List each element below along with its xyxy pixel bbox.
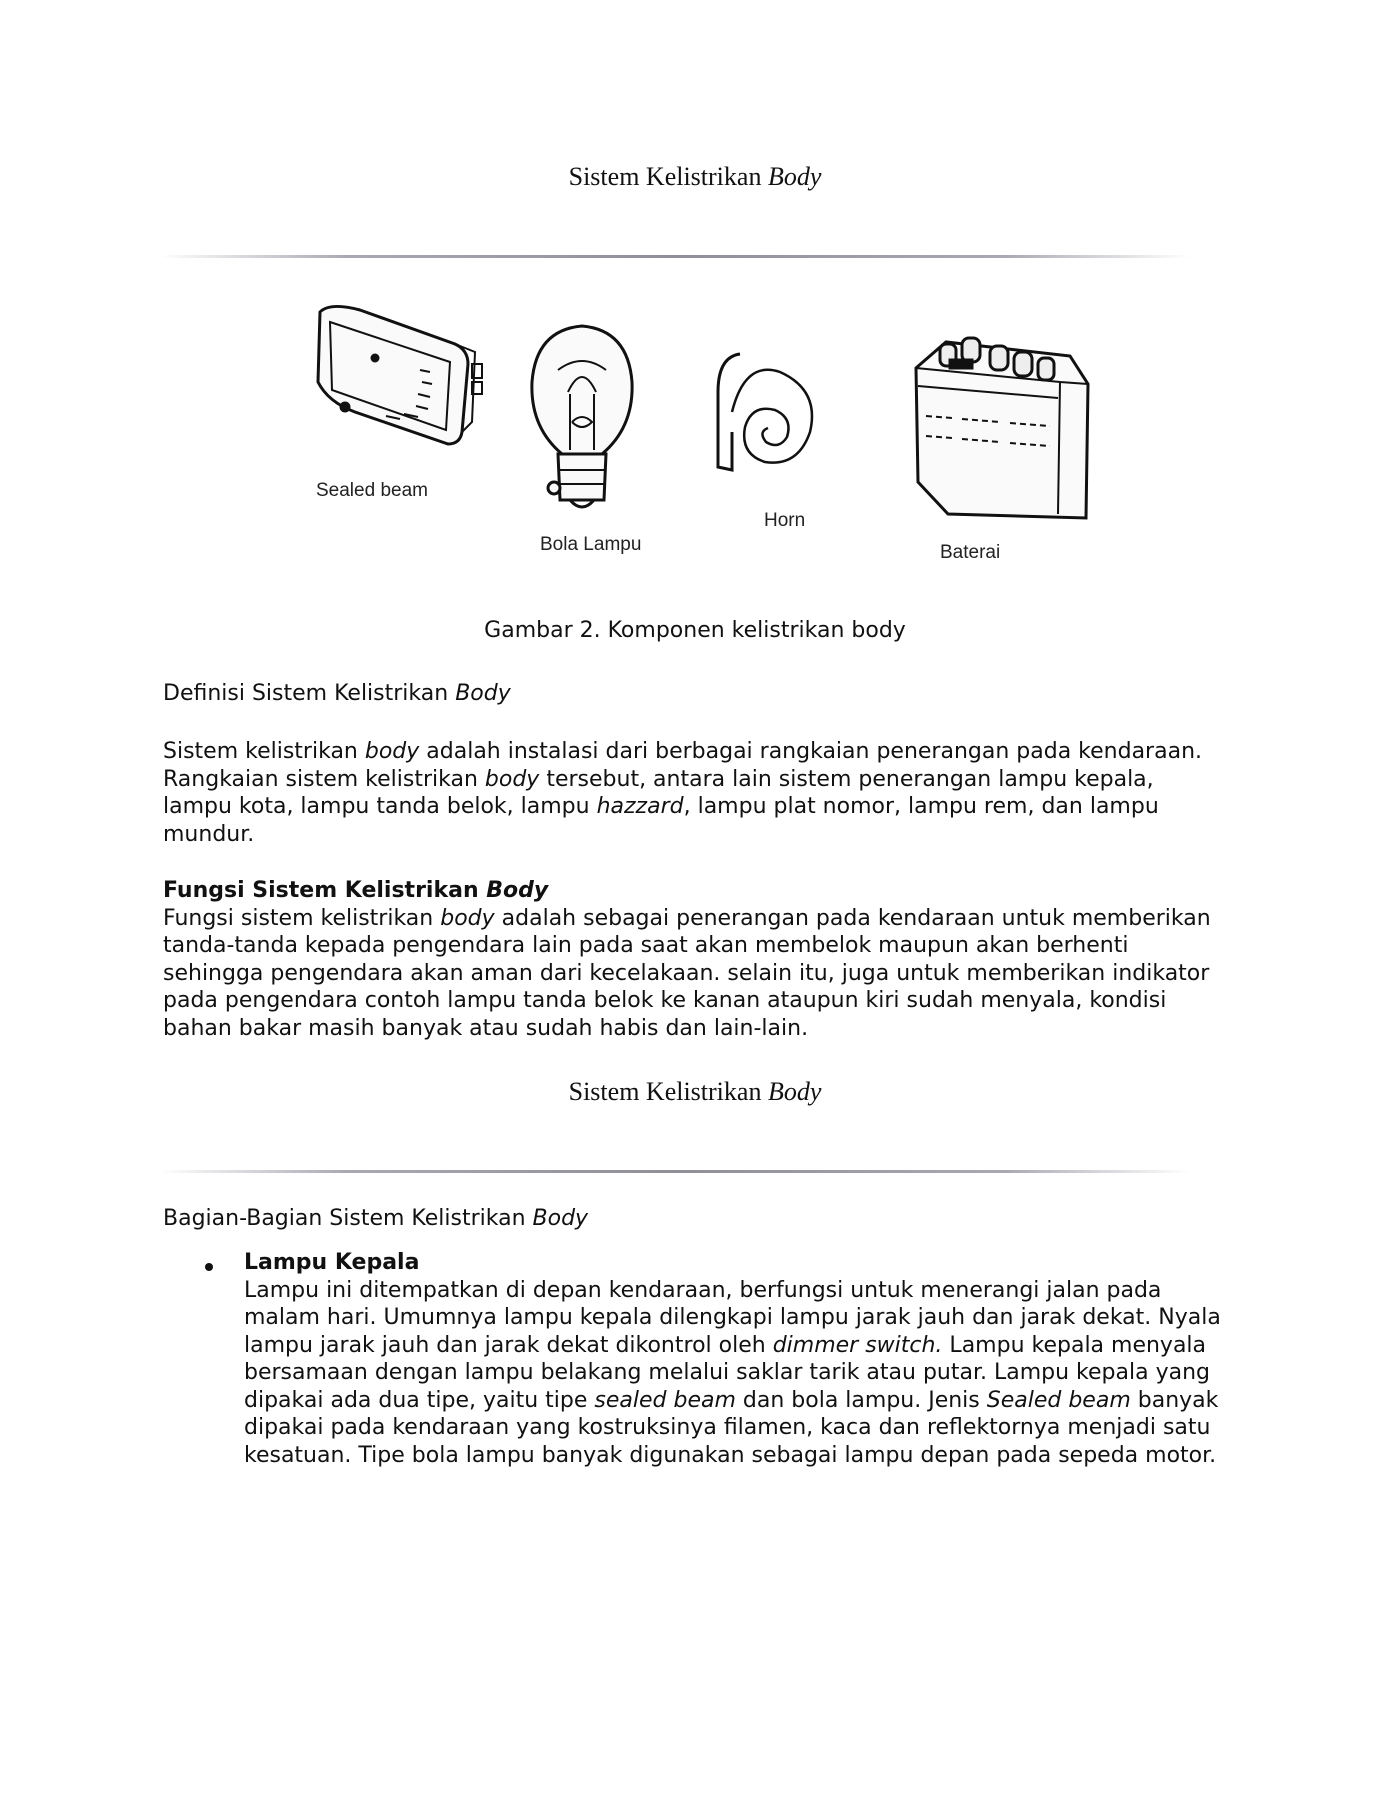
definisi-heading-plain: Definisi Sistem Kelistrikan [163,681,456,706]
horn-label: Horn [764,510,806,531]
lampu-kepala-text: dan bola lampu. Jenis [735,1387,987,1413]
lampu-kepala-text: Lampu kepala menyala bersamaan dengan lampu belakang melalui saklar tarik atau putar. Lampu kepala yang dipakai ada dua tipe, yaitu tipe [244,1332,1210,1413]
fungsi-text: adalah sebagai penerangan pada kendaraan untuk memberikan tanda-tanda kepada pengendara lain pada saat akan membelok maupun akan berhenti sehingga pengendara akan aman dari kecelakaan. selain itu, juga untuk memberikan indikator pada pengendara contoh lampu tanda belok ke kanan ataupun kiri sudah menyala, kondisi bahan bakar masih banyak atau sudah habis dan lain-lain. [163,905,1211,1041]
definisi-term: body [484,766,540,792]
fungsi-heading-italic: Body [486,878,549,903]
lampu-kepala-term: sealed beam [594,1387,736,1413]
definisi-paragraph [163,738,1223,848]
lampu-kepala-text: Lampu ini ditempatkan di depan kendaraan, berfungsi untuk menerangi jalan pada malam hari. Umumnya lampu kepala dilengkapi lampu jarak jauh dan jarak dekat. Nyala lampu jarak jauh dan jarak dekat dikontrol oleh [244,1277,1221,1358]
fungsi-heading [163,877,1223,905]
fungsi-term: body [440,905,495,931]
battery-image [916,338,1088,518]
bullet-icon [205,1263,213,1271]
bulb-image [532,326,632,507]
sealed-beam-image [318,306,482,444]
fungsi-paragraph [163,905,1223,1043]
lampu-kepala-text: banyak dipakai pada kendaraan yang kostruksinya filamen, kaca dan reflektornya menjadi satu kesatuan. Tipe bola lampu banyak digunakan sebagai lampu depan pada sepeda motor. [244,1387,1219,1468]
bagian-heading-plain: Bagian-Bagian Sistem Kelistrikan [163,1206,533,1231]
lampu-kepala-term: dimmer switch. [772,1332,943,1358]
definisi-text: Sistem kelistrikan [163,739,365,764]
definisi-heading [163,680,1223,708]
components-illustration [300,282,1100,572]
sealed-beam-label: Sealed beam [316,480,428,501]
bulb-label: Bola Lampu [540,534,642,555]
fungsi-heading-plain: Fungsi Sistem Kelistrikan [163,878,487,903]
definisi-heading-italic: Body [455,681,511,706]
header2-title-plain: Sistem Kelistrikan [568,1077,768,1106]
definisi-text: adalah instalasi dari berbagai rangkaian penerangan pada kendaraan. Rangkaian sistem kelistrikan [163,739,1202,792]
battery-label: Baterai [940,542,1001,563]
bagian-heading [163,1205,1223,1233]
header-title-italic: Body [767,162,822,191]
definisi-text: , lampu plat nomor, lampu rem, dan lampu mundur. [163,794,1159,847]
components-figure [300,282,1100,572]
definisi-term: body [364,739,420,764]
header-divider-2 [160,1170,1190,1173]
lampu-kepala-paragraph [244,1277,1244,1470]
header-divider [160,255,1190,258]
header2-title-italic: Body [767,1077,822,1106]
bagian-heading-italic: Body [532,1206,589,1231]
lampu-kepala-title: Lampu Kepala [244,1250,420,1275]
page-header-title [0,162,1390,192]
page-header-title-2 [0,1077,1390,1107]
header-title-plain: Sistem Kelistrikan [568,162,768,191]
fungsi-section [163,877,1223,1042]
horn-image [718,354,812,470]
lampu-kepala-term: Sealed beam [986,1387,1131,1413]
definisi-text: tersebut, antara lain sistem penerangan lampu kepala, lampu kota, lampu tanda belok, lampu [163,766,1154,819]
definisi-term: hazzard [596,794,684,819]
figure-caption: Gambar 2. Komponen kelistrikan body [484,618,906,643]
list-item [244,1249,1244,1469]
fungsi-text: Fungsi sistem kelistrikan [163,905,441,931]
